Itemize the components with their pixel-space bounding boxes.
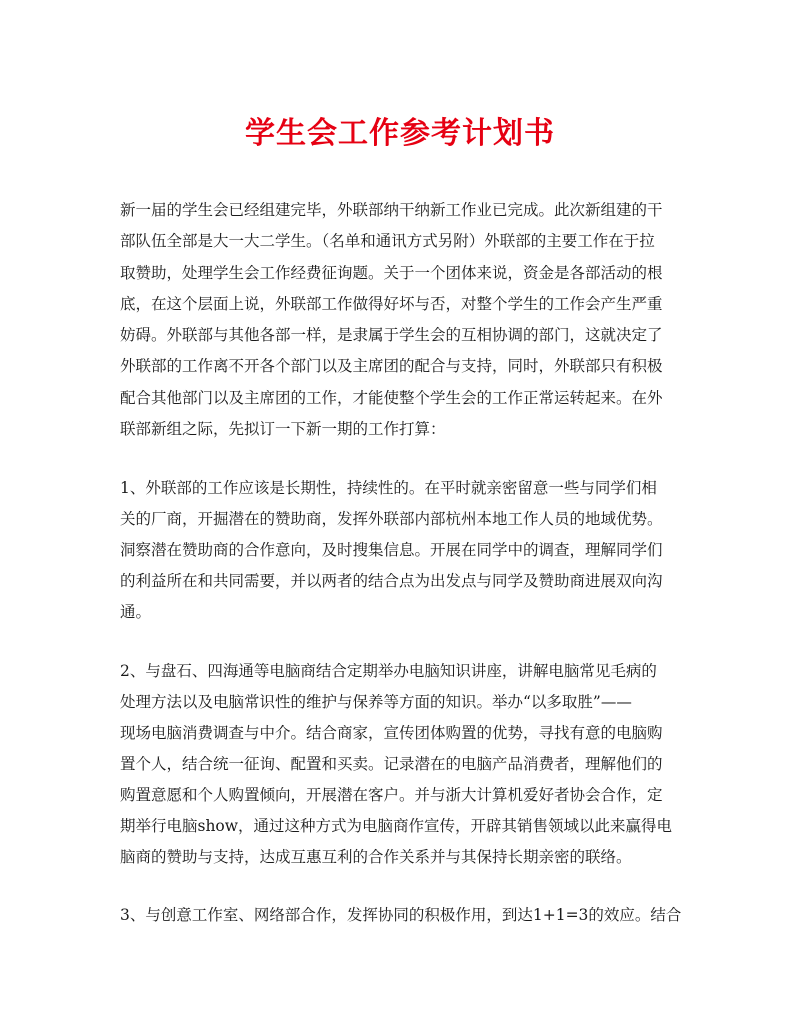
text-line: 通。 [120, 603, 152, 621]
text-line: 配合其他部门以及主席团的工作，才能使整个学生会的工作正常运转起来。在外 [120, 389, 663, 407]
text-line: 关的厂商，开掘潜在的赞助商，发挥外联部内部杭州本地工作人员的地域优势。 [120, 510, 663, 528]
text-line: 购置意愿和个人购置倾向，开展潜在客户。并与浙大计算机爱好者协会合作，定 [120, 786, 663, 804]
text-line: 的利益所在和共同需要，并以两者的结合点为出发点与同学及赞助商进展双向沟 [120, 572, 663, 590]
text-line: 现场电脑消费调查与中介。结合商家，宣传团体购置的优势，寻找有意的电脑购 [120, 724, 663, 742]
document-title: 学生会工作参考计划书 [245, 116, 555, 151]
text-line: 1、外联部的工作应该是长期性，持续性的。在平时就亲密留意一些与同学们相 [120, 479, 657, 497]
text-line: 期举行电脑show，通过这种方式为电脑商作宣传，开辟其销售领域以此来赢得电 [120, 817, 673, 835]
text-line: 底，在这个层面上说，外联部工作做得好坏与否，对整个学生的工作会产生严重 [120, 295, 663, 313]
text-line: 2、与盘石、四海通等电脑商结合定期举办电脑知识讲座，讲解电脑常见毛病的 [120, 662, 657, 680]
text-line: 3、与创意工作室、网络部合作，发挥协同的积极作用，到达1+1=3的效应。结合 [120, 906, 682, 924]
text-line: 妨碍。外联部与其他各部一样，是隶属于学生会的互相协调的部门，这就决定了 [120, 326, 663, 344]
text-line: 新一届的学生会已经组建完毕，外联部纳干纳新工作业已完成。此次新组建的干 [120, 201, 663, 219]
text-line: 外联部的工作离不开各个部门以及主席团的配合与支持，同时，外联部只有积极 [120, 357, 663, 375]
text-line: 洞察潜在赞助商的合作意向，及时搜集信息。开展在同学中的调查，理解同学们 [120, 541, 663, 559]
text-line: 部队伍全部是大一大二学生。（名单和通讯方式另附）外联部的主要工作在于拉 [120, 232, 655, 250]
text-line: 处理方法以及电脑常识性的维护与保养等方面的知识。举办“以多取胜”—— [120, 693, 632, 711]
text-line: 脑商的赞助与支持，达成互惠互利的合作关系并与其保持长期亲密的联络。 [120, 848, 632, 866]
text-line: 置个人，结合统一征询、配置和买卖。记录潜在的电脑产品消费者，理解他们的 [120, 755, 663, 773]
text-line: 取赞助，处理学生会工作经费征询题。关于一个团体来说，资金是各部活动的根 [120, 264, 663, 282]
text-line: 联部新组之际，先拟订一下新一期的工作打算： [120, 420, 446, 438]
